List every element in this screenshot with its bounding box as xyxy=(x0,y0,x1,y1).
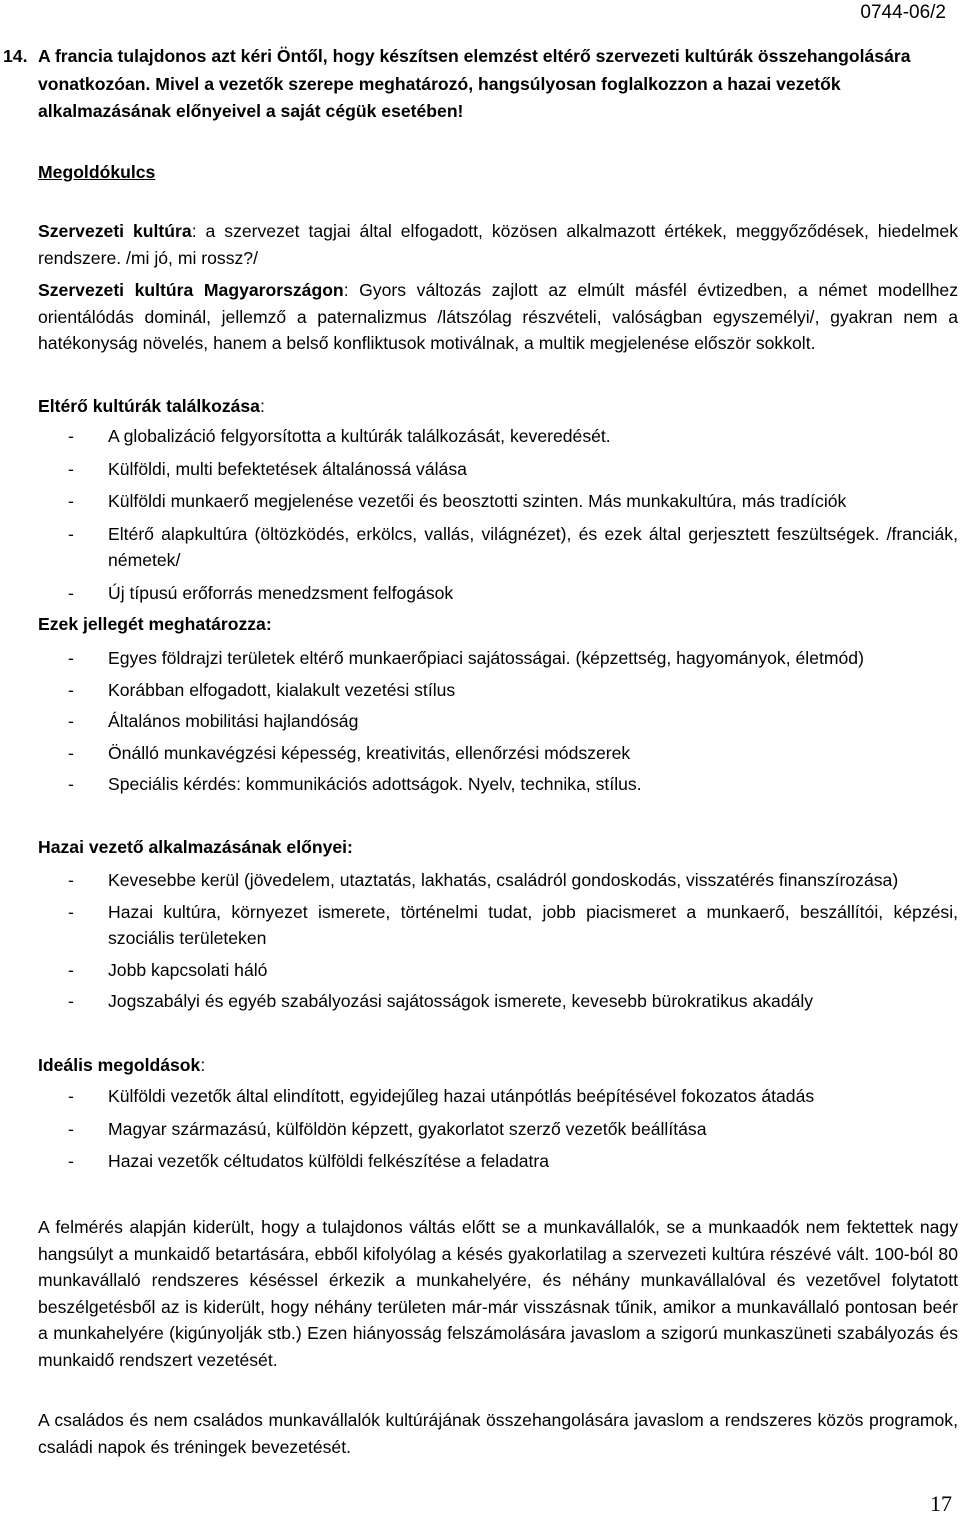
list-item: - Jogszabályi és egyéb szabályozási sajátosságok ismerete, kevesebb bürokratikus akadály xyxy=(68,988,958,1015)
meeting-suffix: : xyxy=(259,396,265,416)
definition-paragraph xyxy=(38,218,958,271)
character-title: Ezek jellegét meghatározza: xyxy=(38,614,272,634)
ideal-suffix: : xyxy=(200,1055,206,1075)
list-item: - Külföldi vezetők által elindított, egyidejűleg hazai utánpótlás beépítésével fokozatos átadás xyxy=(68,1083,958,1110)
meeting-heading xyxy=(38,393,265,420)
list-item: - Kevesebbe kerül (jövedelem, utaztatás, lakhatás, családról gondoskodás, visszatérés finanszírozása) xyxy=(68,867,958,894)
list-item: - A globalizáció felgyorsította a kultúrák találkozását, keveredését. xyxy=(68,423,958,450)
hungary-text: : Gyors változás zajlott az elmúlt másfél évtizedben, a német modellhez orientálódás dominál, jellemző a paternalizmus /látszólag részvételi, valóságban egyszemélyi/, gyakran nem a hatékonyság növelés, hanem a belső konfliktusok motiválnak, a multik megjelenése először sokkolt. xyxy=(38,280,958,354)
character-list xyxy=(68,645,958,798)
question-number: 14. xyxy=(3,46,28,66)
list-item: - Hazai vezetők céltudatos külföldi felkészítése a feladatra xyxy=(68,1148,958,1175)
meeting-list xyxy=(68,423,958,607)
hungary-term: Szervezeti kultúra Magyarországon xyxy=(38,280,344,300)
character-heading xyxy=(38,611,272,638)
question-text: A francia tulajdonos azt kéri Öntől, hogy készítsen elemzést eltérő szervezeti kultúrák összehangolására vonatkozóan. Mivel a vezetők szerepe meghatározó, hangsúlyosan foglalkozzon a hazai vezetők alkalmazásának előnyeivel a saját cégük esetében! xyxy=(38,46,911,121)
list-item: - Új típusú erőforrás menedzsment felfogások xyxy=(68,580,958,607)
list-item: - Jobb kapcsolati háló xyxy=(68,957,958,984)
list-item: - Önálló munkavégzési képesség, kreativitás, ellenőrzési módszerek xyxy=(68,740,958,767)
meeting-title: Eltérő kultúrák találkozása xyxy=(38,396,260,416)
document-code: 0744-06/2 xyxy=(860,2,946,23)
hungary-paragraph xyxy=(38,277,958,357)
advantages-heading xyxy=(38,834,353,861)
definition-text: : a szervezet tagjai által elfogadott, közösen alkalmazott értékek, meggyőződések, hiedelmek rendszere. /mi jó, mi rossz?/ xyxy=(38,221,959,268)
list-item: - Külföldi munkaerő megjelenése vezetői és beosztotti szinten. Más munkakultúra, más tradíciók xyxy=(68,488,958,515)
family-paragraph: A családos és nem családos munkavállalók kultúrájának összehangolására javaslom a rendszeres közös programok, családi napok és tréningek bevezetését. xyxy=(38,1410,958,1457)
advantages-title: Hazai vezető alkalmazásának előnyei: xyxy=(38,837,353,857)
list-item: - Eltérő alapkultúra (öltözködés, erkölcs, vallás, világnézet), és ezek által gerjesztett feszültségek. /franciák, németek/ xyxy=(68,521,958,574)
answer-key-title: Megoldókulcs xyxy=(38,162,156,182)
question xyxy=(0,43,958,126)
list-item: - Hazai kultúra, környezet ismerete, történelmi tudat, jobb piacismeret a munkaerő, beszállítói, képzési, szociális területeken xyxy=(68,899,958,952)
list-item: - Korábban elfogadott, kialakult vezetési stílus xyxy=(68,677,958,704)
advantages-list xyxy=(68,867,958,1015)
survey-paragraph: A felmérés alapján kiderült, hogy a tulajdonos váltás előtt se a munkavállalók, se a munkaadók nem fektettek nagy hangsúlyt a munkaidő betartására, ebből kifolyólag a késés gyakorlatilag a szervezeti kultúra részévé vált. 100-ból 80 munkavállaló rendszeres késéssel érkezik a munkahelyére, és néhány munkavállalóval és vezetővel folytatott beszélgetésből az is kiderült, hogy néhány területen már-már visszásnak tűnik, amikor a munkavállaló pontosan beér a munkahelyére (kigúnyolják stb.) Ezen hiányosság felszámolására javaslom a szigorú munkaszüneti szabályozás és munkaidő rendszert vezetését. xyxy=(38,1217,958,1370)
ideal-list xyxy=(68,1083,958,1175)
list-item: - Általános mobilitási hajlandóság xyxy=(68,708,958,735)
page-number: 17 xyxy=(930,1491,952,1516)
ideal-title: Ideális megoldások xyxy=(38,1055,201,1075)
ideal-heading xyxy=(38,1052,205,1079)
definition-term: Szervezeti kultúra xyxy=(38,221,192,241)
list-item: - Egyes földrajzi területek eltérő munkaerőpiaci sajátosságai. (képzettség, hagyományok, életmód) xyxy=(68,645,958,672)
list-item: - Külföldi, multi befektetések általánossá válása xyxy=(68,456,958,483)
list-item: - Magyar származású, külföldön képzett, gyakorlatot szerző vezetők beállítása xyxy=(68,1116,958,1143)
list-item: - Speciális kérdés: kommunikációs adottságok. Nyelv, technika, stílus. xyxy=(68,771,958,798)
